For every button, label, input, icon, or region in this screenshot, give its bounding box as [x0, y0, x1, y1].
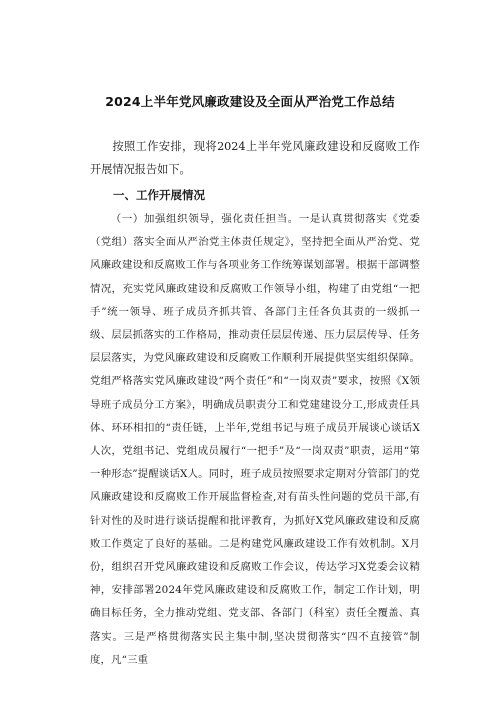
document-title: 2024上半年党风廉政建设及全面从严治党工作总结 [105, 94, 395, 109]
section-heading: 一、工作开展情况 [113, 188, 205, 202]
section-body-paragraph: （一）加强组织领导，强化责任担当。一是认真贯彻落实《党委（党组）落实全面从严治党主体责任规定》，坚持把全面从严治党、党风廉政建设和反腐败工作与各项业务工作统筹谋划部署。根据干部调整情况，充实党风廉政建设和反腐败工作领导小组，构建了由党组“一把手”统一领导、班子成员齐抓共管、各部门主任各负其责的一级抓一级、层层抓落实的工作格局，推动责任层层传递、压力层层传导、任务层层落实，为党风廉政建设和反腐败工作顺利开展提供坚实组织保障。党组严格落实党风廉政建设“两个责任”和“一岗双责”要求，按照《X领导班子成员分工方案》，明确成员职责分工和党建建设分工,形成责任具体、环环相扣的“责任链，上半年,党组书记与班子成员开展谈心谈话X人次，党组书记、党组成员履行“一把手”及“一岗双责”职责，运用“第一种形态”提醒谈话X人。同时，班子成员按照要求定期对分管部门的党风廉政建设和反腐败工作开展监督检查,对有苗头性问题的党员干部,有针对性的及时进行谈话提醒和批评教育，为抓好X党风廉政建设和反腐败工作奠定了良好的基础。二是构建党风廉政建设工作有效机制。X月份，组织召开党风廉政建设和反腐败工作会议，传达学习X党委会议精神，安排部署2024年党风廉政建设和反腐败工作，制定工作计划，明确目标任务，全力推动党组、党支部、各部门（科室）责任全覆盖、真落实。三是严格贯彻落实民主集中制,坚决贯彻落实“四不直接管”制度，凡“三重 [90, 213, 420, 666]
intro-paragraph: 按照工作安排，现将2024上半年党风廉政建设和反腐败工作开展情况报告如下。 [90, 140, 420, 176]
